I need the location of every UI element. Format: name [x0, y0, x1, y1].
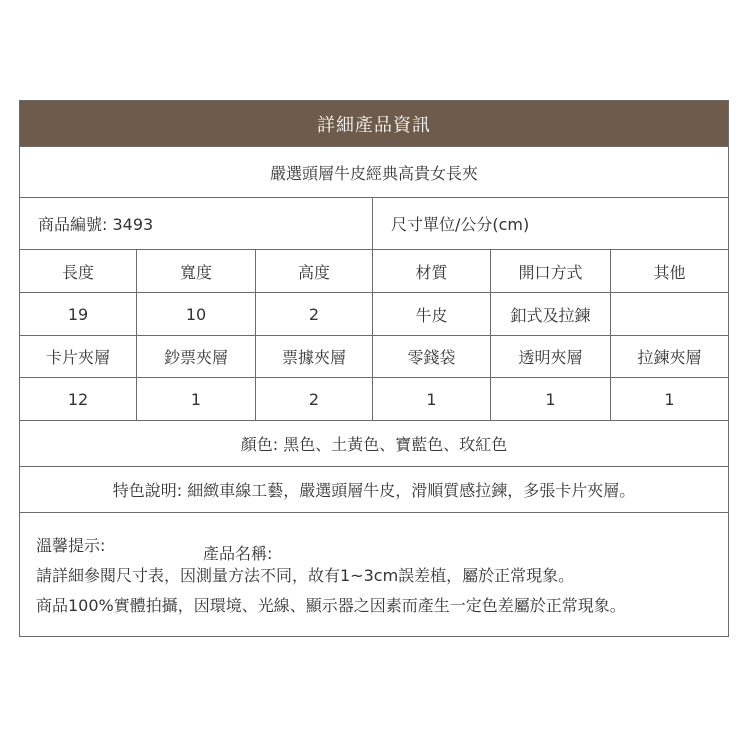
- header-receipt-slots: 票據夾層: [281, 348, 346, 367]
- value-length: 19: [67, 304, 89, 324]
- value-card-slots: 12: [67, 389, 89, 409]
- header-opening: 開口方式: [518, 262, 583, 282]
- value-other: [611, 293, 728, 335]
- header-height: 高度: [297, 262, 330, 282]
- header-width: 寬度: [179, 262, 212, 282]
- header-coin-pocket: 零錢袋: [407, 348, 456, 367]
- value-height: 2: [308, 304, 320, 324]
- code-unit-row: [20, 197, 728, 249]
- compartment-value-row: [20, 377, 728, 420]
- colors-row: [20, 420, 728, 466]
- header-length: 長度: [61, 262, 94, 282]
- header-zip-slots: 拉鍊夾層: [637, 348, 702, 367]
- header-card-slots: 卡片夾層: [45, 348, 110, 367]
- available-colors: 顏色: 黑色、土黃色、寶藍色、玫紅色: [240, 435, 508, 454]
- product-name-label: 產品名稱:: [203, 544, 273, 563]
- value-material: 牛皮: [415, 305, 448, 325]
- note-line-2: 商品100%實體拍攝，因環境、光線、顯示器之因素而產生一定色差屬於正常現象。: [36, 596, 626, 615]
- value-opening: 釦式及拉鍊: [510, 305, 591, 325]
- notes-title: 溫馨提示:: [36, 536, 106, 555]
- value-receipt-slots: 2: [308, 389, 320, 409]
- header-other: 其他: [653, 262, 686, 282]
- product-info-sheet: [19, 100, 729, 637]
- features-row: [20, 466, 728, 512]
- sheet-header: [20, 101, 728, 146]
- dimension-value-row: [20, 292, 728, 335]
- value-coin-pocket: 1: [426, 389, 437, 409]
- header-bill-slots: 鈔票夾層: [163, 348, 228, 367]
- product-name: 嚴選頭層牛皮經典高貴女長夾: [269, 163, 478, 183]
- compartment-header-row: [20, 335, 728, 377]
- note-line-1: 請詳細參閱尺寸表，因測量方法不同，故有1~3cm誤差植，屬於正常現象。: [36, 566, 575, 585]
- value-clear-slots: 1: [545, 389, 556, 409]
- product-name-row: [20, 146, 728, 197]
- value-width: 10: [185, 304, 207, 324]
- size-unit: 尺寸單位/公分(cm): [391, 215, 530, 234]
- feature-description: 特色說明: 細緻車線工藝，嚴選頭層牛皮，滑順質感拉鍊，多張卡片夾層。: [112, 481, 636, 500]
- value-zip-slots: 1: [664, 389, 675, 409]
- product-code: 商品編號: 3493: [38, 215, 154, 234]
- value-bill-slots: 1: [190, 389, 202, 409]
- header-clear-slots: 透明夾層: [518, 348, 583, 367]
- dimension-header-row: [20, 249, 728, 292]
- header-material: 材質: [415, 262, 448, 282]
- sheet-title: 詳細產品資訊: [317, 114, 431, 136]
- notes-block: [20, 512, 728, 636]
